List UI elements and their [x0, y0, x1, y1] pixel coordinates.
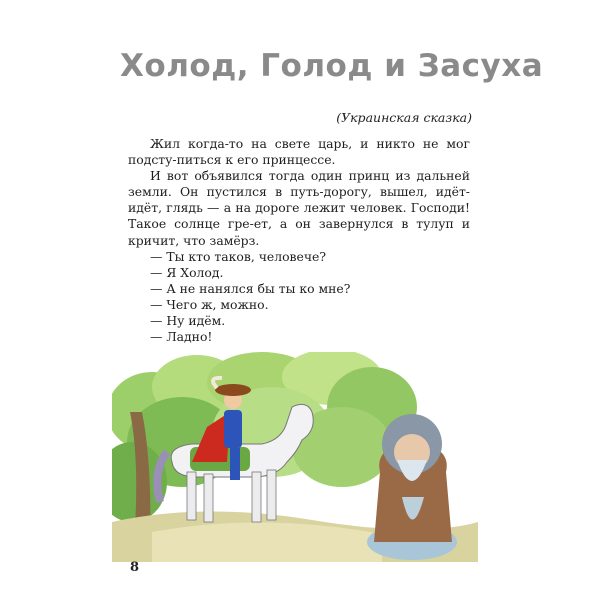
story-illustration — [112, 352, 478, 562]
story-paragraph: И вот объявился тогда один принц из дальней земли. Он пустился в путь-дорогу, вышел, идёт-идёт, глядь — а на дороге лежит человек. Господи! Такое солнце гре-ет, а он завернулся в тулуп и кричит, что замёрз. — [128, 168, 470, 248]
dialogue-line: — Ну идём. — [150, 313, 226, 329]
story-text — [128, 136, 470, 345]
subtitle: (Украинская сказка) — [336, 110, 472, 125]
dialogue-line: — Чего ж, можно. — [150, 296, 269, 312]
dialogue-line: — А не нанялся бы ты ко мне? — [150, 280, 351, 296]
dialogue-line: — Я Холод. — [150, 264, 224, 280]
dialogue-line: — Ты кто таков, человече? — [150, 248, 327, 264]
dialogue-line: — Ладно! — [150, 329, 213, 345]
page-title: Холод, Голод и Засуха — [120, 48, 544, 84]
page-number: 8 — [130, 560, 140, 575]
story-paragraph: Жил когда-то на свете царь, и никто не мог подсту-питься к его принцессе. — [128, 136, 470, 168]
